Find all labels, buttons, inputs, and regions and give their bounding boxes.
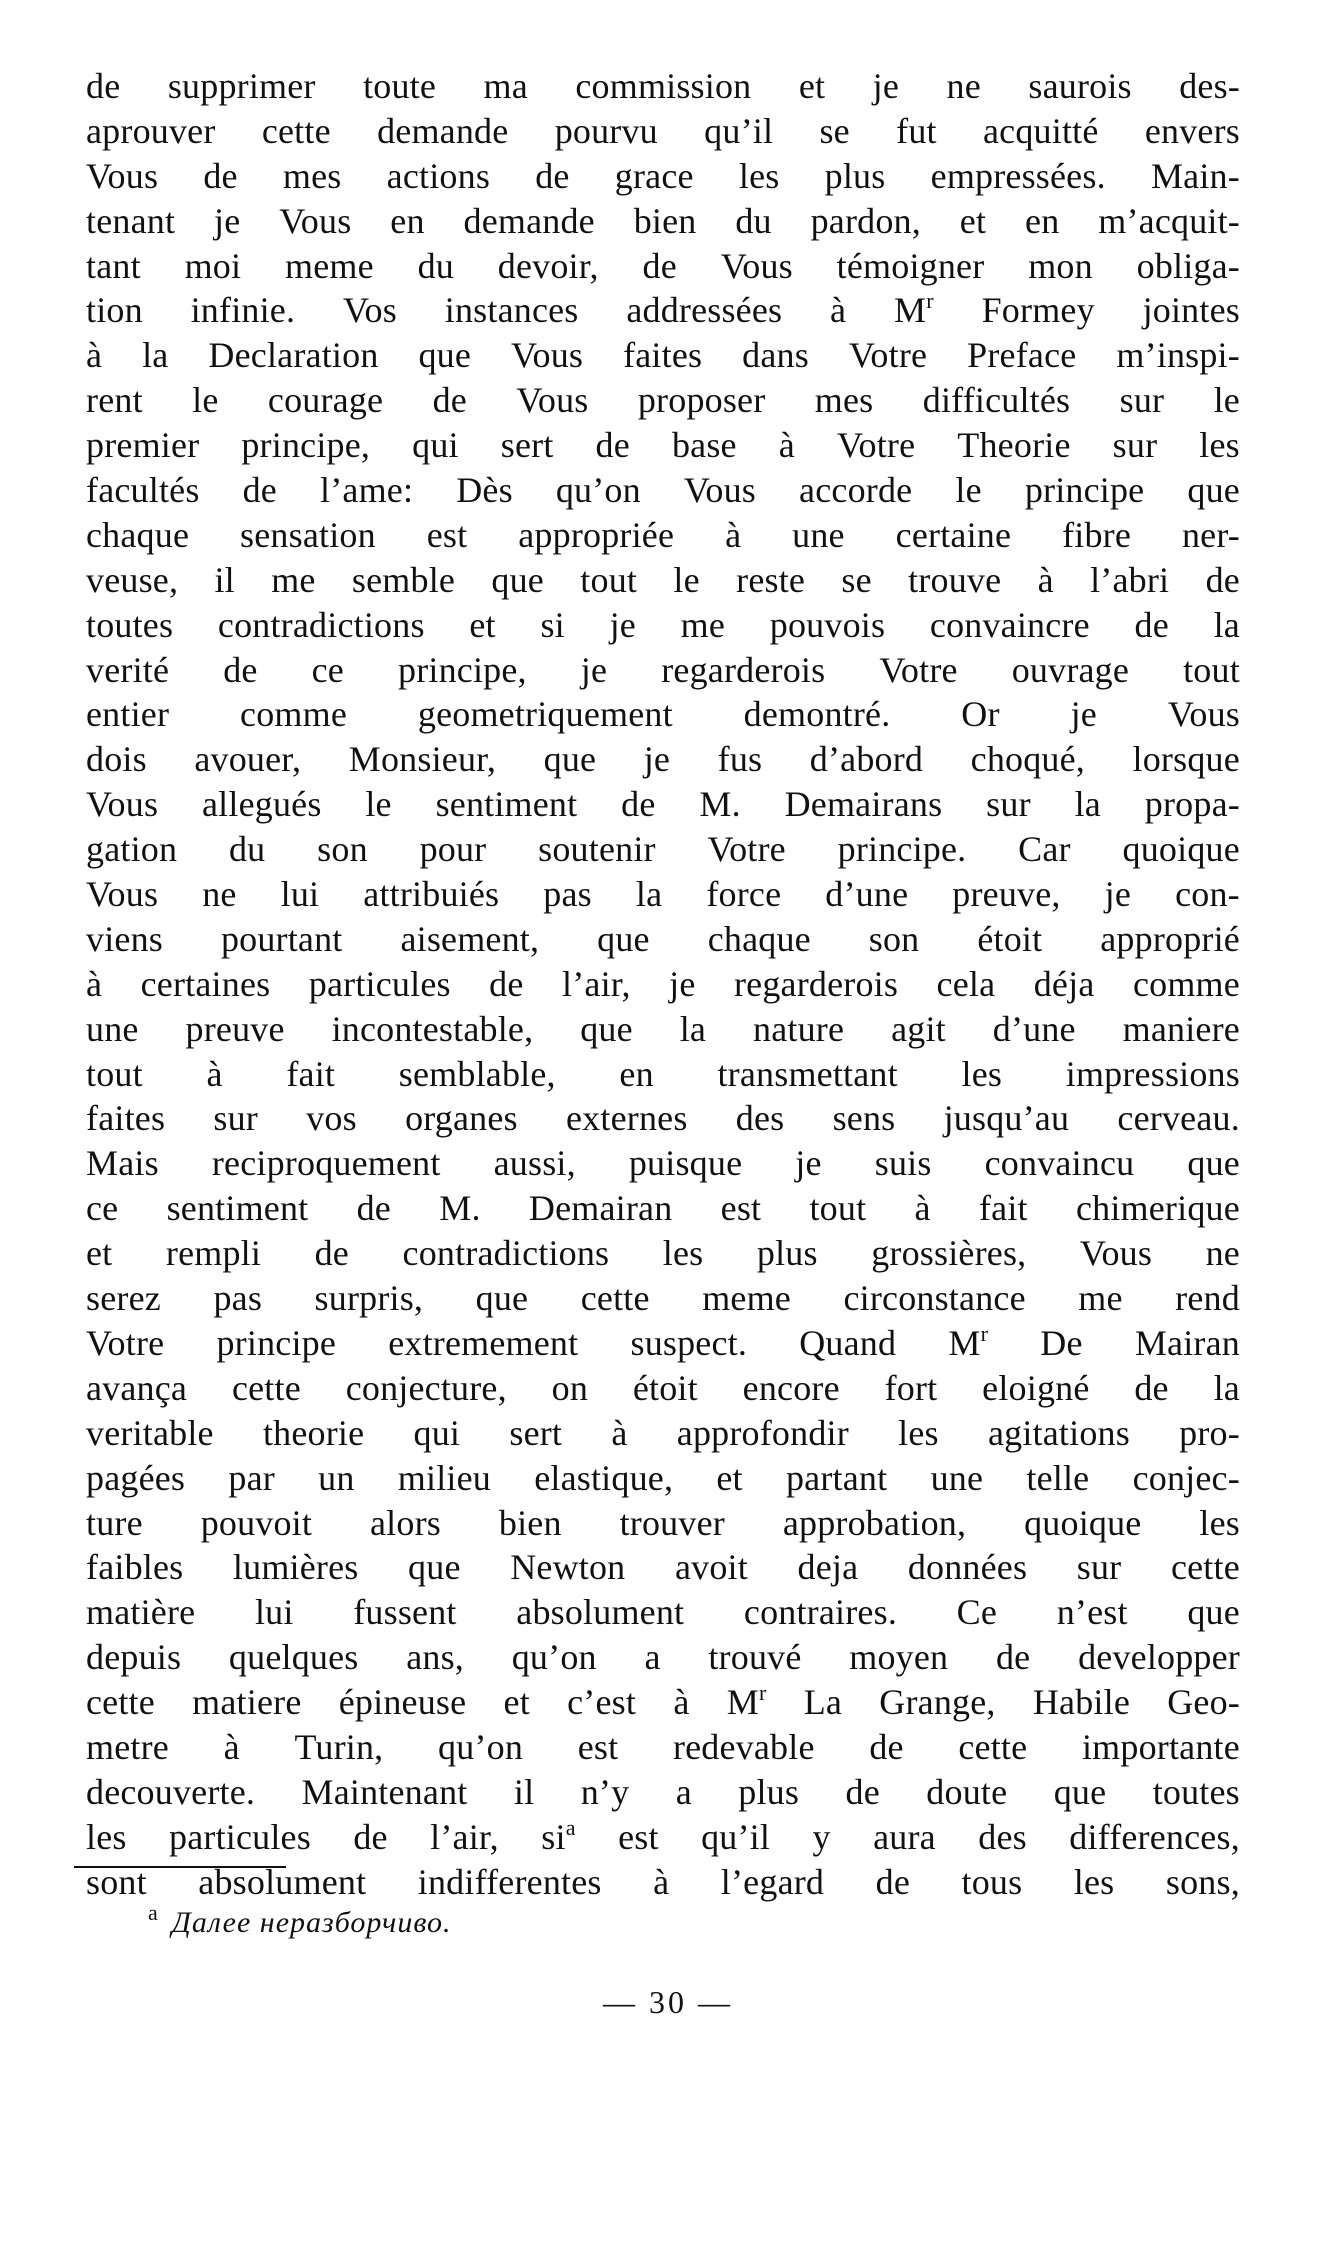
text-line: viens pourtant aisement, que chaque son étoit approprié (86, 918, 1240, 959)
footnote-mark: a (148, 1900, 158, 1925)
footnote-text: Далее неразборчиво. (171, 1906, 452, 1939)
text-line: premier principe, qui sert de base à Votre Theorie sur les (86, 425, 1240, 466)
page-number: — 30 — (603, 1984, 733, 2020)
text-line: ce sentiment de M. Demairan est tout à fait chimerique (86, 1188, 1240, 1229)
text-line: faites sur vos organes externes des sens jusqu’au cerveau. (86, 1098, 1240, 1139)
body-text (86, 64, 1240, 1905)
text-line: facultés de l’ame: Dès qu’on Vous accorde le principe que (86, 470, 1240, 511)
text-line: tenant je Vous en demande bien du pardon, et en m’acquit- (86, 200, 1240, 241)
text-line: serez pas surpris, que cette meme circonstance me rend (86, 1278, 1240, 1319)
text-line: gation du son pour soutenir Votre principe. Car quoique (86, 829, 1240, 870)
text-line: les particules de l’air, $si^a$ est qu’il y aura des differences, (86, 1814, 1240, 1857)
text-line: Vous de mes actions de grace les plus empressées. Main- (86, 155, 1240, 196)
text-line: decouverte. Maintenant il n’y a plus de doute que toutes (86, 1771, 1240, 1812)
text-line: et rempli de contradictions les plus grossières, Vous ne (86, 1233, 1240, 1274)
text-line: de supprimer toute ma commission et je ne saurois des- (86, 66, 1240, 106)
text-line: rent le courage de Vous proposer mes difficultés sur le (86, 380, 1240, 421)
text-line: à certaines particules de l’air, je regarderois cela déja comme (86, 963, 1240, 1004)
text-line: cette matiere épineuse et c’est à $M^r$ La Grange, Habile Geo- (86, 1680, 1240, 1723)
text-line: veritable theorie qui sert à approfondir les agitations pro- (86, 1412, 1240, 1453)
text-line: sont absolument indifferentes à l’egard de tous les sons, (86, 1861, 1240, 1902)
footnote (148, 1893, 451, 1943)
text-line: chaque sensation est appropriée à une certaine fibre ner- (86, 514, 1240, 555)
text-line: metre à Turin, qu’on est redevable de cette importante (86, 1726, 1240, 1767)
text-line: tout à fait semblable, en transmettant les impressions (86, 1053, 1240, 1094)
text-line: Vous allegués le sentiment de M. Demairans sur la propa- (86, 784, 1240, 825)
text-line: faibles lumières que Newton avoit deja données sur cette (86, 1547, 1240, 1588)
text-line: Votre principe extremement suspect. Quand $M^r$ De Mairan (86, 1320, 1240, 1363)
text-line: une preuve incontestable, que la nature agit d’une maniere (86, 1008, 1240, 1049)
text-line: ture pouvoit alors bien trouver approbation, quoique les (86, 1502, 1240, 1543)
text-line: Mais reciproquement aussi, puisque je suis convaincu que (86, 1143, 1240, 1184)
text-line: tant moi meme du devoir, de Vous témoigner mon obliga- (86, 245, 1240, 286)
text-line: entier comme geometriquement demontré. Or je Vous (86, 694, 1240, 735)
text-line: dois avouer, Monsieur, que je fus d’abord choqué, lorsque (86, 739, 1240, 780)
text-line: depuis quelques ans, qu’on a trouvé moyen de developper (86, 1637, 1240, 1678)
text-line: matière lui fussent absolument contraires. Ce n’est que (86, 1592, 1240, 1633)
text-line: verité de ce principe, je regarderois Votre ouvrage tout (86, 649, 1240, 690)
text-line: à la Declaration que Vous faites dans Votre Preface m’inspi- (86, 335, 1240, 376)
text-line: avança cette conjecture, on étoit encore fort eloigné de la (86, 1367, 1240, 1408)
text-line: veuse, il me semble que tout le reste se trouve à l’abri de (86, 559, 1240, 600)
text-line: toutes contradictions et si je me pouvois convaincre de la (86, 604, 1240, 645)
text-line: tion infinie. Vos instances addressées à $M^r$ Formey jointes (86, 288, 1240, 331)
text-line: aprouver cette demande pourvu qu’il se fut acquitté envers (86, 110, 1240, 151)
text-line: Vous ne lui attribuiés pas la force d’une preuve, je con- (86, 874, 1240, 915)
text-line: pagées par un milieu elastique, et partant une telle conjec- (86, 1457, 1240, 1498)
footnote-separator (74, 1866, 286, 1868)
